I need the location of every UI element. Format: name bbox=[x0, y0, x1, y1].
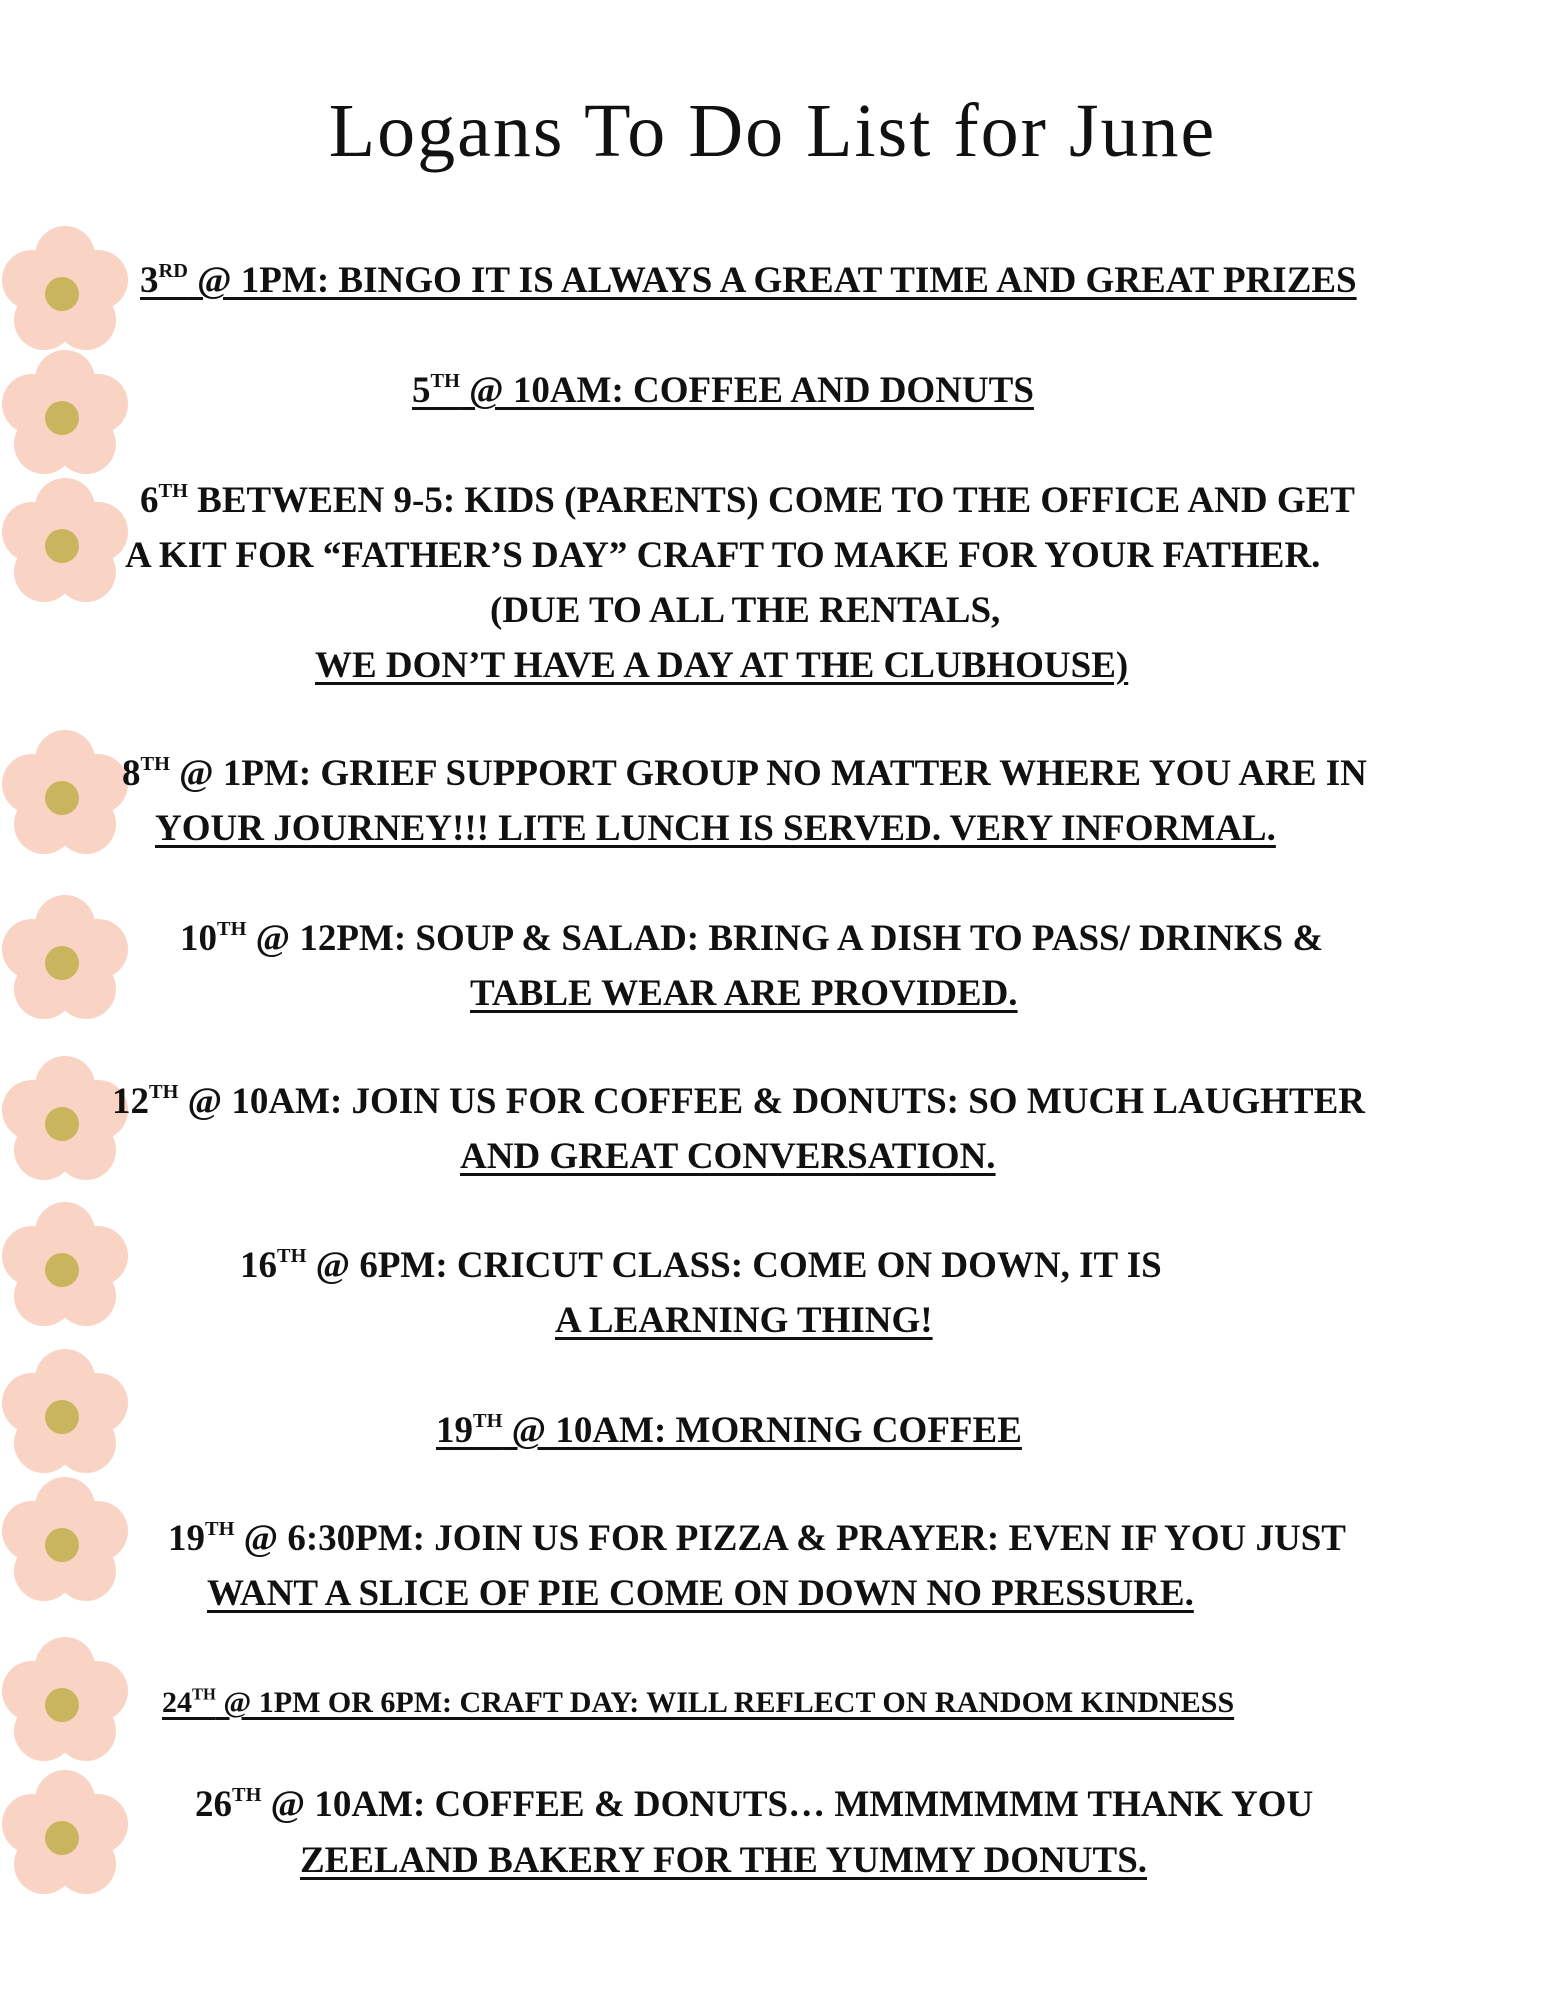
flower-icon bbox=[0, 730, 130, 860]
event-line: TABLE WEAR ARE PROVIDED. bbox=[470, 973, 1018, 1014]
page-title: Logans To Do List for June bbox=[328, 89, 1217, 173]
flower-icon bbox=[0, 1056, 130, 1186]
flower-icon bbox=[0, 226, 130, 356]
event-line: 6TH BETWEEN 9-5: KIDS (PARENTS) COME TO THE OFFICE AND GET bbox=[140, 479, 1355, 521]
event-line: AND GREAT CONVERSATION. bbox=[460, 1136, 996, 1177]
event-line: 8TH @ 1PM: GRIEF SUPPORT GROUP NO MATTER WHERE YOU ARE IN bbox=[122, 752, 1367, 794]
event-line: YOUR JOURNEY!!! LITE LUNCH IS SERVED. VERY INFORMAL. bbox=[155, 808, 1276, 849]
event-line: ZEELAND BAKERY FOR THE YUMMY DONUTS. bbox=[300, 1840, 1148, 1881]
event-line: (DUE TO ALL THE RENTALS, bbox=[490, 590, 1001, 631]
event-line: 12TH @ 10AM: JOIN US FOR COFFEE & DONUTS: SO MUCH LAUGHTER bbox=[112, 1080, 1365, 1122]
flower-icon bbox=[0, 895, 130, 1025]
event-line: WE DON’T HAVE A DAY AT THE CLUBHOUSE) bbox=[315, 645, 1129, 686]
event-line: 16TH @ 6PM: CRICUT CLASS: COME ON DOWN, IT IS bbox=[240, 1244, 1162, 1286]
flower-icon bbox=[0, 1637, 130, 1767]
flower-icon bbox=[0, 1202, 130, 1332]
event-line: A KIT FOR “FATHER’S DAY” CRAFT TO MAKE FOR YOUR FATHER. bbox=[125, 535, 1321, 576]
event-line: 19TH @ 6:30PM: JOIN US FOR PIZZA & PRAYER: EVEN IF YOU JUST bbox=[168, 1517, 1346, 1559]
event-line: 26TH @ 10AM: COFFEE & DONUTS… MMMMMMM THANK YOU bbox=[195, 1783, 1314, 1825]
flower-icon bbox=[0, 1770, 130, 1900]
event-line: 10TH @ 12PM: SOUP & SALAD: BRING A DISH TO PASS/ DRINKS & bbox=[180, 917, 1324, 959]
flower-icon bbox=[0, 1477, 130, 1607]
flower-icon bbox=[0, 350, 130, 480]
event-line: 3RD @ 1PM: BINGO IT IS ALWAYS A GREAT TIME AND GREAT PRIZES bbox=[140, 259, 1357, 301]
event-line: 5TH @ 10AM: COFFEE AND DONUTS bbox=[412, 369, 1034, 411]
event-line: 24TH @ 1PM OR 6PM: CRAFT DAY: WILL REFLECT ON RANDOM KINDNESS bbox=[162, 1684, 1235, 1719]
event-line: WANT A SLICE OF PIE COME ON DOWN NO PRESSURE. bbox=[207, 1573, 1194, 1614]
flower-icon bbox=[0, 1349, 130, 1479]
event-line: A LEARNING THING! bbox=[555, 1300, 933, 1341]
event-line: 19TH @ 10AM: MORNING COFFEE bbox=[436, 1409, 1022, 1451]
flower-icon bbox=[0, 478, 130, 608]
